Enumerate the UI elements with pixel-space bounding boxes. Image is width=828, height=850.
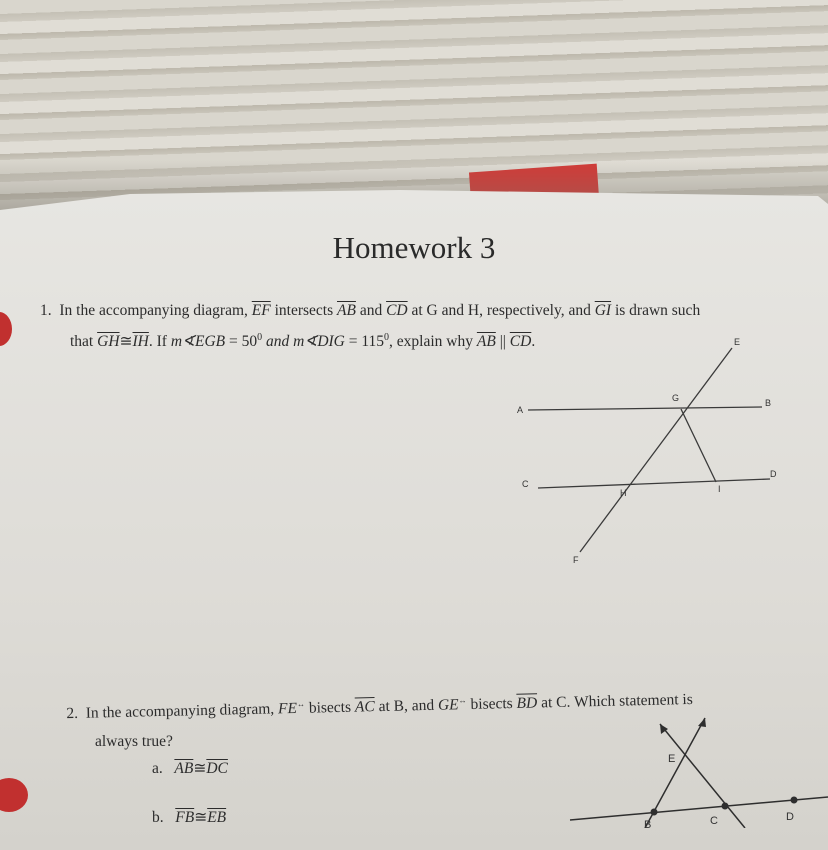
degree-mark: 0	[257, 332, 263, 343]
degree-mark: 0	[384, 332, 390, 343]
segment-gi: $\overline{GI}$	[594, 302, 612, 319]
segment-cd: $\overline{CD}$	[509, 333, 532, 351]
q2-text: In the accompanying diagram,	[85, 700, 275, 722]
q1-text: and	[266, 333, 290, 351]
q2-text: at B, and	[378, 696, 435, 716]
label-e: E	[734, 337, 741, 347]
segment-gh: $\overline{GH}$	[97, 333, 120, 351]
segment-dc: $\overline{DC}$	[206, 760, 228, 777]
question-number: 1.	[40, 302, 52, 319]
line-ab	[528, 407, 762, 410]
q1-text: In the accompanying diagram,	[59, 302, 248, 319]
congruent-symbol: ≅	[193, 760, 207, 777]
angle-egb-value: = 50	[229, 333, 258, 351]
segment-ab: $\overline{AB}$	[476, 333, 496, 351]
ray-fe: FE	[277, 699, 298, 718]
line-cd	[538, 479, 770, 488]
segment-ab: $\overline{AB}$	[174, 760, 194, 777]
label-c: C	[522, 479, 529, 489]
segment-ef: $\overline{EF}$	[251, 302, 271, 319]
question-1-line-1	[40, 299, 800, 323]
label-e: E	[668, 753, 676, 765]
congruent-symbol: ≅	[194, 809, 208, 826]
question-number: 2.	[66, 704, 79, 723]
segment-cd: $\overline{CD}$	[386, 302, 408, 319]
point-c	[722, 803, 729, 810]
question-2-line-2: always true?	[95, 733, 173, 750]
q1-text: at G and H, respectively, and	[411, 302, 591, 319]
q1-text: .	[531, 333, 536, 351]
angle-dig: m∢DIG	[293, 333, 345, 351]
segment-gi-line	[681, 409, 716, 482]
segment-eb: $\overline{EB}$	[207, 809, 227, 826]
ray-ge: GE	[437, 696, 459, 714]
q1-text: intersects	[274, 302, 334, 319]
line-arrow-mark: ↔	[458, 695, 467, 706]
label-b: B	[765, 398, 772, 408]
point-d	[791, 797, 798, 804]
q2-text: bisects	[470, 695, 513, 713]
q2-text: bisects	[308, 698, 352, 717]
segment-ab: $\overline{AB}$	[337, 302, 356, 319]
option-letter: b.	[152, 809, 164, 826]
q1-text: , explain why	[389, 333, 473, 351]
page-title: Homework 3	[332, 230, 496, 265]
segment-ac: $\overline{AC}$	[354, 698, 375, 716]
parallel-symbol: ||	[499, 333, 506, 351]
q1-text: that	[70, 333, 94, 351]
angle-egb: m∢EGB	[170, 333, 226, 351]
segment-fb: $\overline{FB}$	[175, 809, 195, 826]
label-b: B	[644, 819, 652, 828]
label-a: A	[517, 405, 524, 415]
angle-dig-value: = 115	[348, 333, 385, 351]
q1-text: is drawn such	[614, 302, 701, 319]
geometry-diagram-1	[500, 330, 790, 570]
q1-text: and	[359, 302, 383, 319]
option-b	[152, 806, 226, 830]
label-d: D	[786, 811, 794, 823]
line-ef	[580, 348, 732, 552]
label-d: D	[770, 469, 777, 479]
congruent-symbol: ≅	[119, 333, 133, 351]
label-h: H	[620, 488, 627, 498]
label-c: C	[710, 815, 718, 827]
segment-ih: $\overline{IH}$	[132, 333, 149, 351]
geometry-diagram-2	[530, 712, 828, 828]
option-letter: a.	[152, 760, 163, 777]
line-arrow-mark: ↔	[296, 699, 306, 709]
point-b	[651, 809, 658, 816]
label-f: F	[573, 555, 579, 565]
q2-text: at C. Which statement is	[540, 690, 693, 712]
label-i: I	[718, 484, 721, 494]
arrow-head-icon	[698, 718, 706, 727]
label-g: G	[672, 393, 680, 403]
segment-bd: $\overline{BD}$	[516, 694, 538, 712]
option-a	[152, 757, 228, 781]
q1-text: . If	[148, 333, 167, 351]
